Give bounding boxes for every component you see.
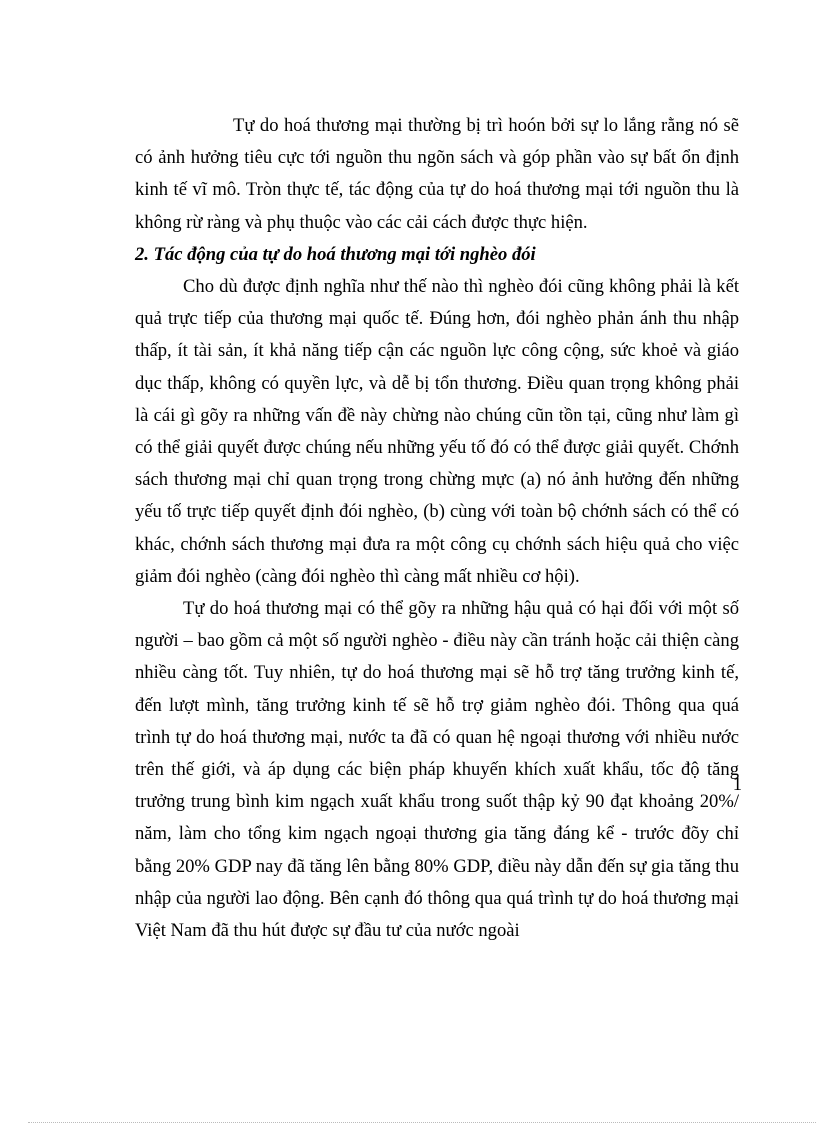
- paragraph-trade-liberalization-revenue: Tự do hoá thương mại thường bị trì hoón bởi sự lo lắng rằng nó sẽ có ảnh hưởng tiêu cực tới nguồn thu ngõn sách và góp phần vào sự bất ổn định kinh tế vĩ mô. Tròn thực tế, tác động của tự do hoá thương mại tới nguồn thu là không rừ ràng và phụ thuộc vào các cải cách được thực hiện.: [135, 115, 739, 233]
- document-body: [135, 110, 739, 947]
- paragraph-trade-growth-effects: Tự do hoá thương mại có thể gõy ra những hậu quả có hại đối với một số người – bao gồm cả một số người nghèo - điều này cần tránh hoặc cải thiện càng nhiều càng tốt. Tuy nhiên, tự do hoá thương mại sẽ hỗ trợ tăng trưởng kinh tế, đến lượt mình, tăng trưởng kinh tế sẽ hỗ trợ giảm nghèo đói. Thông qua quá trình tự do hoá thương mại, nước ta đã có quan hệ ngoại thương với nhiều nước trên thế giới, và áp dụng các biện pháp khuyến khích xuất khẩu, tốc độ tăng trưởng trung bình kim ngạch xuất khẩu trong suốt thập kỷ 90 đạt khoảng 20%/ năm, làm cho tổng kim ngạch ngoại thương gia tăng đáng kể - trước đõy chỉ bằng 20% GDP nay đã tăng lên bằng 80% GDP, điều này dẫn đến sự gia tăng thu nhập của người lao động. Bên cạnh đó thông qua quá trình tự do hoá thương mại Việt Nam đã thu hút được sự đầu tư của nước ngoài: [135, 598, 739, 942]
- paragraph-poverty-definition: Cho dù được định nghĩa như thế nào thì nghèo đói cũng không phải là kết quả trực tiếp của thương mại quốc tế. Đúng hơn, đói nghèo phản ánh thu nhập thấp, ít tài sản, ít khả năng tiếp cận các nguồn lực công cộng, sức khoẻ và giáo dục thấp, không có quyền lực, và dễ bị tổn thương. Điều quan trọng không phải là cái gì gõy ra những vấn đề này chừng nào chúng cũn tồn tại, cũng như làm gì có thể giải quyết được chúng nếu những yếu tố đó có thể được giải quyết. Chớnh sách thương mại chỉ quan trọng trong chừng mực (a) nó ảnh hưởng đến những yếu tố trực tiếp quyết định đói nghèo, (b) cùng với toàn bộ chớnh sách có thể có khác, chớnh sách thương mại đưa ra một công cụ chớnh sách hiệu quả cho việc giảm đói nghèo (càng đói nghèo thì càng mất nhiều cơ hội).: [135, 276, 739, 587]
- page-number: 1: [732, 774, 742, 795]
- section-heading-poverty-impact: 2. Tác động của tự do hoá thương mại tới nghèo đói: [135, 243, 536, 265]
